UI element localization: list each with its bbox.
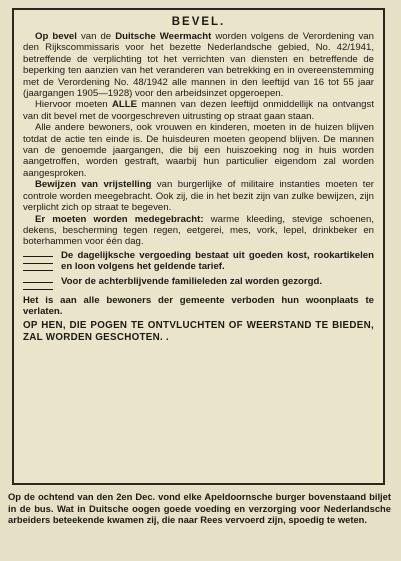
- dash-line: [23, 270, 53, 271]
- dash-line: [23, 282, 53, 283]
- paragraph-order: [23, 31, 374, 99]
- dash-line: [23, 256, 53, 257]
- final-warning: OP HEN, DIE POGEN TE ONTVLUCHTEN OF WEERSTAND TE BIEDEN, ZAL WORDEN GESCHOTEN. .: [23, 319, 374, 343]
- equipment-text: warme kleeding, stevige schoenen, dekens, bescherming tegen regen, eetgerei, mes, vork, lepel, drinkbeker en boterhammen voor één dag.: [23, 213, 374, 248]
- compensation-item: [23, 250, 374, 276]
- exemptions-text: van burgerlijke of militaire instanties moeten ter controle worden meegebracht. Ook zij, die in het bezit zijn van zulke bewijzen, zijn verplicht zich op straat te begeven.: [23, 179, 374, 214]
- all-men-text-a: Hiervoor moeten: [35, 99, 112, 111]
- paragraph-equipment: [23, 214, 374, 248]
- paragraph-prohibition: Het is aan alle bewoners der gemeente verboden hun woonplaats te verlaten.: [23, 294, 374, 318]
- compensation-text: De dagelijksche vergoeding bestaat uit goeden kost, rookartikelen en loon volgens het geldende tarief.: [61, 249, 374, 273]
- all-men-text-b: mannen van dezen leeftijd onmiddellijk na ontvangst van dit bevel met de voorgeschreven uitrusting op straat gaan staan.: [23, 99, 374, 122]
- order-lead: Op bevel: [35, 31, 77, 42]
- caption: Op de ochtend van den 2en Dec. vond elke Apeldoornsche burger bovenstaand biljet in de bus. Wat in Duitsche oogen goede voeding en verzorging voor Nederlandsche arbeiders beteekende kwamen zij, die naar Rees vervoerd zijn, spoedig te weten.: [8, 491, 391, 526]
- family-text: Voor de achterblijvende familieleden zal worden gezorgd.: [61, 275, 323, 287]
- all-men-emphasis: ALLE: [111, 99, 138, 111]
- paragraph-residents: Alle andere bewoners, ook vrouwen en kinderen, moeten in de huizen blijven totdat de actie ten einde is. De huisdeuren moeten geopend blijven. De mannen van de genoemde jaargangen, die bij een huiszoeking nog in huis worden aangetroffen, worden gestraft, waarbij hun particulier eigendom zal worden aangesproken.: [23, 122, 374, 179]
- exemptions-lead: Bewijzen van vrijstelling: [35, 179, 152, 191]
- equipment-lead: Er moeten worden medegebracht:: [35, 213, 204, 225]
- dash-markers: [23, 250, 61, 276]
- dash-line: [23, 289, 53, 290]
- poster-title: BEVEL.: [171, 16, 226, 28]
- family-item: [23, 276, 374, 295]
- order-org: Duitsche Weermacht: [115, 31, 212, 42]
- paragraph-all-men: [23, 99, 374, 122]
- dash-line: [23, 263, 53, 264]
- dash-markers: [23, 276, 61, 295]
- paragraph-exemptions: [23, 179, 374, 213]
- order-text-b: worden volgens de Verordening van den Rijkscommissaris voor het bezette Nederlandsche gebied, No. 42/1941, betreffende de verplichting tot het verrichten van diensten en betreffende de beperking ten aanzien van het veranderen van betrekking en in overeenstemming met de Verordening No. 48/1942 alle mannen in den leeftijd van 16 tot 55 jaar (jaargangen 1905—1928) voor den arbeidsinzet opgeroepen.: [23, 31, 374, 100]
- poster-frame: [12, 8, 385, 485]
- order-text-a: van de: [76, 31, 116, 42]
